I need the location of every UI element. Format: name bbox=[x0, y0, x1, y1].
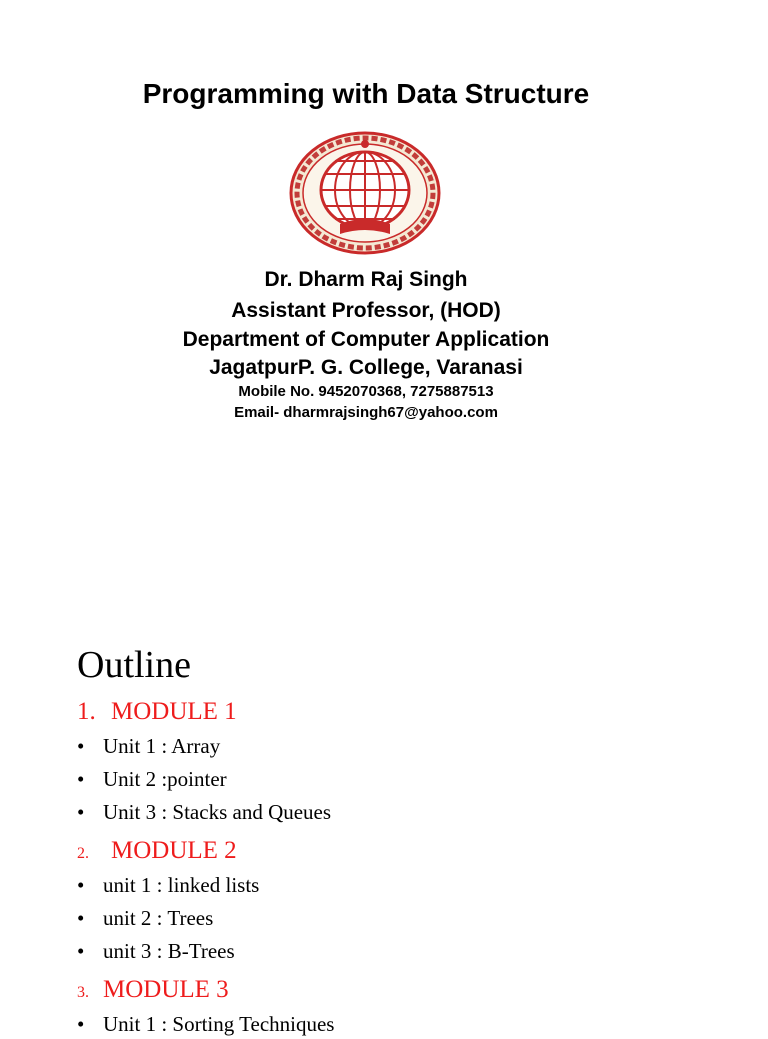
module-heading bbox=[77, 834, 237, 871]
outline-slide bbox=[0, 600, 768, 1036]
unit-label: Unit 1 : Sorting Techniques bbox=[103, 1012, 335, 1036]
bullet-icon: • bbox=[77, 767, 85, 791]
module-number: 2. bbox=[77, 845, 89, 862]
module-number: 3. bbox=[77, 984, 89, 1001]
unit-label: Unit 1 : Array bbox=[103, 734, 221, 758]
unit-label: unit 3 : B-Trees bbox=[103, 939, 235, 963]
author-college: JagatpurP. G. College, Varanasi bbox=[209, 356, 523, 379]
list-item bbox=[77, 870, 259, 900]
module-title: MODULE 3 bbox=[103, 976, 229, 1003]
module-heading bbox=[77, 695, 237, 729]
bullet-icon: • bbox=[77, 734, 85, 758]
list-item bbox=[77, 731, 220, 761]
author-name: Dr. Dharm Raj Singh bbox=[264, 268, 468, 291]
list-item bbox=[77, 903, 213, 933]
bullet-icon: • bbox=[77, 873, 85, 897]
bullet-icon: • bbox=[77, 800, 85, 824]
bullet-icon: • bbox=[77, 906, 85, 930]
list-item bbox=[77, 797, 331, 827]
author-mobile: Mobile No. 9452070368, 7275887513 bbox=[238, 383, 494, 400]
college-logo-icon bbox=[288, 130, 442, 256]
college-emblem-globe-icon bbox=[288, 130, 442, 256]
bullet-icon: • bbox=[77, 1012, 85, 1036]
list-item bbox=[77, 936, 235, 966]
unit-label: Unit 3 : Stacks and Queues bbox=[103, 800, 332, 824]
module-title: MODULE 2 bbox=[111, 837, 237, 864]
author-department: Department of Computer Application bbox=[182, 328, 550, 351]
unit-label: unit 1 : linked lists bbox=[103, 873, 260, 897]
module-heading bbox=[77, 973, 229, 1010]
outline-heading: Outline bbox=[77, 644, 191, 686]
unit-label: unit 2 : Trees bbox=[103, 906, 214, 930]
author-position: Assistant Professor, (HOD) bbox=[231, 299, 501, 322]
module-number: 1. bbox=[77, 698, 96, 725]
list-item bbox=[77, 1009, 334, 1039]
author-email: Email- dharmrajsingh67@yahoo.com bbox=[234, 404, 498, 421]
module-title: MODULE 1 bbox=[111, 698, 237, 725]
presentation-title: Programming with Data Structure bbox=[142, 78, 590, 109]
bullet-icon: • bbox=[77, 939, 85, 963]
unit-label: Unit 2 :pointer bbox=[103, 767, 227, 791]
list-item bbox=[77, 764, 227, 794]
